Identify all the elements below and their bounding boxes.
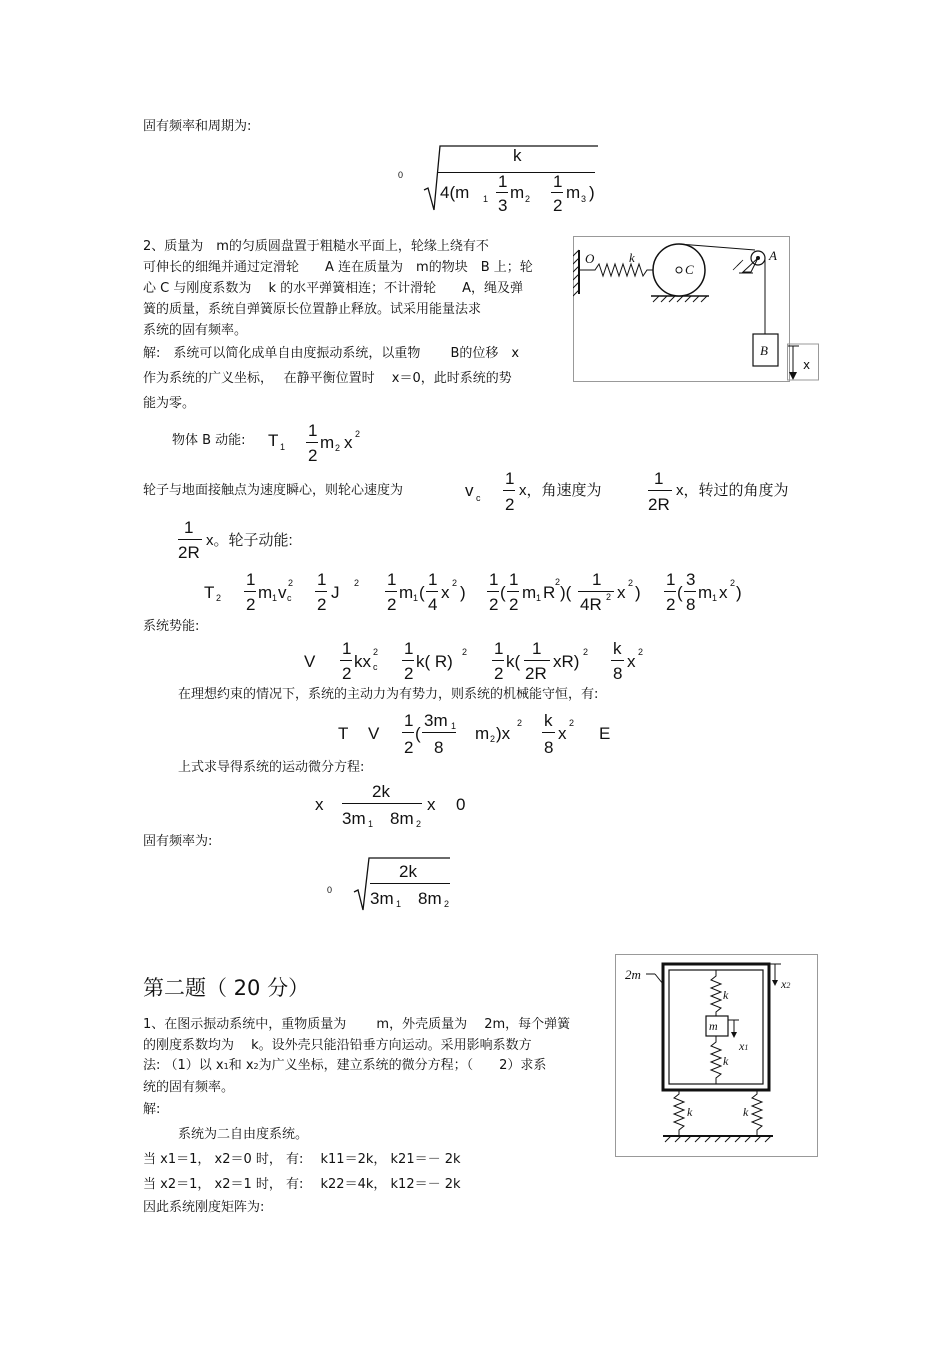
W-s2: 2 — [444, 899, 450, 909]
wheel-d3: 2R — [178, 543, 200, 562]
f1-three: 3 — [498, 196, 508, 215]
T2-a-p: 2 — [288, 578, 294, 588]
T2-d-n3: 1 — [592, 570, 602, 589]
sec2-line-3b: 和 x — [228, 1058, 254, 1073]
fig2-label-m: m — [709, 1019, 718, 1033]
sec2-line-3c: 为广义坐标，建立系统的微分方程；（ 2）求系 — [258, 1058, 547, 1073]
f1-one-b: 1 — [553, 172, 563, 191]
sec2-sol-1: 系统为二自由度系统。 — [178, 1127, 309, 1142]
T2-d-m: m — [522, 583, 537, 602]
T2-b-bar — [315, 591, 327, 592]
sec2-line-2: 的刚度系数均为 k。设外壳只能沿铅垂方向运动。采用影响系数方 — [143, 1038, 532, 1053]
eqT1-label: 物体 B 动能: — [172, 433, 246, 448]
V-V: V — [304, 652, 316, 671]
T2-d-s: 1 — [536, 593, 542, 603]
sec2-line-3a: 法: （1）以 x — [143, 1058, 224, 1073]
f1-den-4m: 4(m — [440, 183, 470, 202]
T2-c-n2: 1 — [428, 570, 438, 589]
T2-d-bar2 — [507, 591, 519, 592]
T2-e-open: ( — [677, 583, 683, 602]
T2-d-n2: 1 — [509, 570, 519, 589]
sec2-sol-3: 当 x2＝1， x2＝1 时， 有: k22＝4k， k12＝－ 2k — [143, 1177, 461, 1192]
eqT1-m: m — [320, 433, 335, 452]
E-k-bar — [542, 732, 555, 733]
wheel-bar1 — [503, 490, 515, 491]
V-a-bar — [340, 660, 352, 661]
E-k-n: k — [544, 711, 553, 730]
fig2-label-x2 — [781, 976, 790, 994]
p2-line-1: 2、质量为 m的匀质圆盘置于粗糙水平面上，轮缘上绕有不 — [143, 239, 489, 254]
wheel-x2: x，转过的角度为 — [676, 482, 789, 499]
V-b-k: k( R) — [416, 652, 453, 671]
V-c-k: k( — [506, 652, 521, 671]
E-s2: 2 — [490, 734, 496, 744]
V-d-bar — [611, 660, 624, 661]
fig2-label-x1 — [739, 1038, 748, 1056]
D-bar — [342, 803, 422, 804]
T2-d-p2: 2 — [606, 592, 612, 602]
sec2-sol-4: 因此系统刚度矩阵为: — [143, 1200, 265, 1215]
T2-d-close: ) — [635, 583, 641, 602]
V-c-n2: 1 — [532, 639, 542, 658]
T2-b-J: J — [331, 583, 340, 602]
fig1-label-C: C — [685, 262, 694, 277]
V-a-d: 2 — [342, 664, 352, 683]
wheel-bar2 — [648, 490, 672, 491]
wheel-text-a: 轮子与地面接触点为速度瞬心，则轮心速度为 — [143, 483, 404, 498]
T2-e-bar — [664, 591, 676, 592]
f1-m2: m — [510, 183, 525, 202]
figure-1-drawing — [573, 236, 819, 382]
T2-c-d2: 4 — [428, 595, 438, 614]
eqT1-pow: 2 — [355, 429, 361, 439]
T2-c-m: m — [399, 583, 414, 602]
fig1-label-x: x — [803, 358, 811, 372]
E-T: T — [338, 724, 349, 743]
T2-b-d: 2 — [317, 595, 327, 614]
p2-line-4: 簧的质量，系统自弹簧原长位置静止释放。试采用能量法求 — [143, 302, 482, 317]
f1-bar-a — [496, 192, 508, 193]
p2-line-6: 解: 系统可以简化成单自由度振动系统，以重物 B的位移 x — [143, 346, 520, 361]
T2-c-close: ) — [460, 583, 466, 602]
E-open: ( — [415, 724, 421, 743]
wheel-bar3 — [178, 539, 202, 540]
T2-T: T — [204, 583, 215, 602]
T2-d-bar — [487, 591, 499, 592]
T2-c-n: 1 — [387, 570, 397, 589]
f1-sub-1: 1 — [483, 194, 489, 204]
fig2-label-k-mid: k — [723, 1054, 729, 1068]
T2-a-bar — [244, 591, 256, 592]
T2-c-s: 1 — [413, 593, 419, 603]
sec2-x2-sub: 2 — [253, 1062, 259, 1071]
sec2-solution-label: 解: — [143, 1102, 161, 1117]
figure-disk-spring-pulley — [573, 236, 819, 382]
E-k-d: 8 — [544, 738, 554, 757]
V-c-d2: 2R — [525, 664, 547, 683]
f1-m3: m — [566, 183, 581, 202]
T2-sub: 2 — [216, 593, 222, 603]
eqT1-den: 2 — [308, 446, 318, 465]
W-s1: 1 — [396, 899, 402, 909]
V-d-n: k — [613, 639, 622, 658]
figure-two-mass-spring-system — [615, 954, 818, 1157]
T2-d-open: ( — [500, 583, 506, 602]
T2-c-bar — [385, 591, 397, 592]
E-close: )x — [496, 724, 511, 743]
T2-c-d: 2 — [387, 595, 397, 614]
ideal-constraint-text: 在理想约束的情况下，系统的主动力为有势力，则系统的机械能守恒，有: — [178, 687, 599, 702]
V-d-d: 8 — [613, 664, 623, 683]
fig2-label-k-bottom-left: k — [687, 1105, 693, 1119]
D-zero: 0 — [456, 795, 466, 814]
f1-close: ) — [589, 183, 595, 202]
E-b-d: 8 — [434, 738, 444, 757]
V-c-p: 2 — [583, 647, 589, 657]
D-s1: 1 — [368, 819, 374, 829]
V-a-c: c — [373, 662, 378, 672]
V-d-p: 2 — [638, 647, 644, 657]
V-c-n: 1 — [494, 639, 504, 658]
fig2-x2-sub: 2 — [786, 981, 791, 990]
f1-sub-2: 2 — [525, 194, 531, 204]
T2-a-s: 1 — [272, 593, 278, 603]
E-a-d: 2 — [404, 738, 414, 757]
eqT1-sub1: 1 — [280, 442, 286, 452]
sec2-line-1: 1、在图示振动系统中，重物质量为 m，外壳质量为 2m，每个弹簧 — [143, 1017, 571, 1032]
f1-bar-b — [551, 192, 563, 193]
T2-d-d3: 4R — [580, 595, 602, 614]
sec2-line-3 — [143, 1058, 546, 1075]
wheel-n3: 1 — [184, 518, 194, 537]
fig2-label-k-bottom-right: k — [743, 1105, 749, 1119]
potential-label: 系统势能: — [143, 619, 200, 634]
T2-e-d: 2 — [666, 595, 676, 614]
E-a-bar — [402, 732, 414, 733]
V-d-x: x — [627, 652, 636, 671]
p2-line-7: 作为系统的广义坐标， 在静平衡位置时 x＝0，此时系统的势 — [143, 371, 512, 386]
sec2-line-4: 统的固有频率。 — [143, 1080, 235, 1095]
fig1-label-B: B — [760, 343, 768, 358]
T2-e-n: 1 — [666, 570, 676, 589]
V-b-n: 1 — [404, 639, 414, 658]
wheel-n1: 1 — [505, 469, 515, 488]
V-b-bar — [402, 660, 414, 661]
fig2-label-2m: 2m — [625, 967, 641, 982]
W-d-b: 8m — [418, 889, 442, 908]
wheel-d1: 2 — [505, 495, 515, 514]
T2-a-n: 1 — [246, 570, 256, 589]
T2-c-open: ( — [419, 583, 425, 602]
f1-two: 2 — [553, 196, 563, 215]
eqT1-T: T — [268, 431, 279, 450]
T2-e-m: m — [698, 583, 713, 602]
E-E: E — [599, 724, 611, 743]
fig2-label-k-top: k — [723, 988, 729, 1002]
V-a-p: 2 — [373, 647, 379, 657]
fig1-label-A: A — [769, 248, 777, 263]
E-b-n: 3m — [424, 711, 448, 730]
D-d-a: 3m — [342, 809, 366, 828]
f1-one-a: 1 — [498, 172, 508, 191]
T2-e-x: x — [719, 583, 728, 602]
E-p2: 2 — [569, 718, 575, 728]
T2-e-close: ) — [736, 583, 742, 602]
T2-c-bar2 — [426, 591, 438, 592]
T2-d-mid: )( — [560, 583, 572, 602]
wheel-v: v — [465, 481, 474, 500]
fig2-x2-x: x — [781, 977, 787, 991]
E-V: V — [368, 724, 380, 743]
wheel-n2: 1 — [654, 469, 664, 488]
f1-numerator: k — [513, 146, 522, 165]
T2-d-R: R — [543, 583, 556, 602]
fig2-x1-x: x — [739, 1039, 745, 1053]
eqT1-bar — [306, 442, 318, 443]
eqT1-sub2: 2 — [335, 443, 341, 453]
T2-d-x: x — [617, 583, 626, 602]
T2-a-d: 2 — [246, 595, 256, 614]
fig1-label-k: k — [629, 250, 635, 265]
T2-e-d2: 8 — [686, 595, 696, 614]
T2-a-c: c — [287, 593, 292, 603]
E-a-n: 1 — [404, 711, 414, 730]
T2-e-p: 2 — [730, 578, 736, 588]
E-p: 2 — [517, 718, 523, 728]
V-c-bar — [492, 660, 504, 661]
T2-e-s: 1 — [712, 593, 718, 603]
T2-c-x: x — [441, 583, 450, 602]
V-c-bar2 — [524, 660, 550, 661]
E-b-s: 1 — [451, 721, 457, 731]
p2-line-2: 可伸长的细绳并通过定滑轮 A 连在质量为 m的物块 B 上；轮 — [143, 260, 533, 275]
V-c-d: 2 — [494, 664, 504, 683]
p2-line-8: 能为零。 — [143, 396, 196, 411]
V-a-n: 1 — [342, 639, 352, 658]
f1-sub-3: 3 — [581, 194, 587, 204]
D-d-b: 8m — [390, 809, 414, 828]
p2-line-5: 系统的固有频率。 — [143, 323, 248, 338]
V-c-xR: xR) — [553, 652, 580, 671]
wheel-d2: 2R — [648, 495, 670, 514]
natfreq-label: 固有频率为: — [143, 834, 213, 849]
V-b-p: 2 — [462, 647, 468, 657]
eqT1-x: x — [344, 433, 353, 452]
D-x2: x — [427, 795, 436, 814]
T2-d-n: 1 — [489, 570, 499, 589]
T2-d-p: 2 — [555, 577, 561, 587]
E-b-bar — [422, 732, 456, 733]
wheel-v-sub: c — [476, 493, 481, 503]
wheel-x3: x。轮子动能: — [206, 532, 293, 549]
T2-a-v: v — [278, 583, 287, 602]
W-omega0-sub: 0 — [327, 885, 333, 895]
T2-a-m: m — [258, 583, 273, 602]
derive-text: 上式求导得系统的运动微分方程: — [178, 760, 365, 775]
T2-e-n2: 3 — [686, 570, 696, 589]
V-b-d: 2 — [404, 664, 414, 683]
wheel-x1: x，角速度为 — [519, 482, 602, 499]
D-x: x — [315, 795, 324, 814]
fig1-label-O: O — [585, 251, 595, 266]
W-d-a: 3m — [370, 889, 394, 908]
V-a-kx: kx — [354, 652, 371, 671]
sec2-x1-sub: 1 — [223, 1062, 229, 1071]
sqrt-sign-1 — [422, 144, 602, 214]
T2-c-p: 2 — [452, 578, 458, 588]
D-s2: 2 — [416, 819, 422, 829]
section-2-title: 第二题（ 20 分） — [143, 976, 310, 1000]
T2-d-d2: 2 — [509, 595, 519, 614]
eqT1-num: 1 — [308, 421, 318, 440]
T2-b-n: 1 — [317, 570, 327, 589]
fig2-x1-sub: 1 — [744, 1043, 749, 1052]
T2-d-p3: 2 — [628, 578, 634, 588]
omega0-sub: 0 — [398, 170, 404, 180]
T2-b-p: 2 — [354, 578, 360, 588]
f1-fraction-bar — [437, 172, 595, 173]
D-n: 2k — [372, 782, 390, 801]
E-m2: m — [475, 724, 490, 743]
W-n: 2k — [399, 862, 417, 881]
T2-d-d: 2 — [489, 595, 499, 614]
p2-line-3: 心 C 与刚度系数为 k 的水平弹簧相连；不计滑轮 A，绳及弹 — [143, 281, 524, 296]
W-bar — [370, 883, 450, 884]
T2-e-bar2 — [684, 591, 696, 592]
sec2-sol-2: 当 x1＝1， x2＝0 时， 有: k11＝2k， k21＝－ 2k — [143, 1152, 461, 1167]
intro-text: 固有频率和周期为: — [143, 119, 252, 134]
E-x: x — [558, 724, 567, 743]
